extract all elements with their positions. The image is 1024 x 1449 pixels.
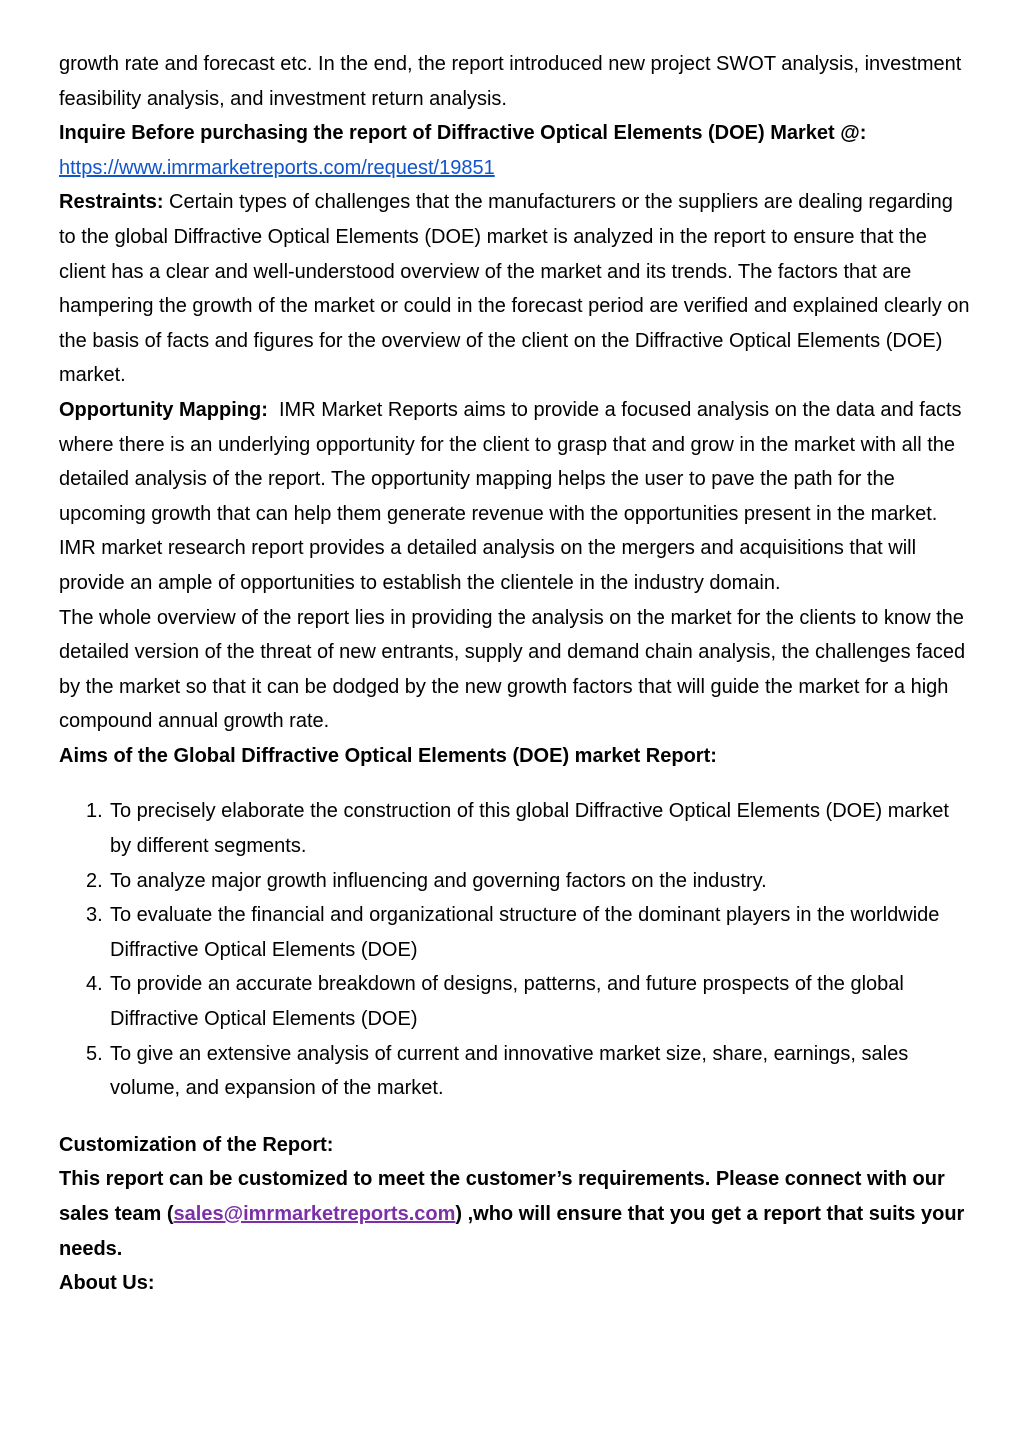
opportunity-text: IMR Market Reports aims to provide a focused analysis on the data and facts where there is an underlying opportunity for the client to grasp that and grow in the market with all the detailed analysis of the report. The opportunity mapping helps the user to pave the path for the upcoming growth that can help them generate revenue with the opportunities present in the market. IMR market research report provides a detailed analysis on the mergers and acquisitions that will provide an ample of opportunities to establish the clientele in the industry domain.: [59, 398, 968, 594]
intro-paragraph: growth rate and forecast etc. In the end, the report introduced new project SWOT analysis, investment feasibility analysis, and investment return analysis.: [59, 53, 962, 110]
customization-heading: Customization of the Report:: [59, 1133, 334, 1156]
aims-list-item: To precisely elaborate the construction of this global Diffractive Optical Elements (DOE) market by different segments.: [110, 800, 949, 858]
restraints-paragraph: [59, 185, 971, 393]
restraints-text: Certain types of challenges that the manufacturers or the suppliers are dealing regarding to the global Diffractive Optical Elements (DOE) market is analyzed in the report to ensure that the client has a clear and well-understood overview of the market and its trends. The factors that are hampering the growth of the market or could in the forecast period are verified and explained clearly on the basis of facts and figures for the overview of the client on the Diffractive Optical Elements (DOE) market.: [59, 191, 970, 387]
customization-text-after: ) ,who will ensure that you get a report that suits your needs.: [59, 1203, 965, 1260]
document-page: [59, 47, 971, 1301]
aims-list-item: To evaluate the financial and organizational structure of the dominant players in the worldwide Diffractive Optical Elements (DOE): [110, 904, 940, 961]
opportunity-paragraph: [59, 393, 971, 601]
aims-list-item: To analyze major growth influencing and governing factors on the industry.: [110, 869, 767, 892]
restraints-label: Restraints:: [59, 191, 164, 214]
sales-email-link[interactable]: sales@imrmarketreports.com: [173, 1203, 456, 1225]
customization-text-before: This report can be customized to meet the customer’s requirements. Please connect with our sales team (: [59, 1168, 945, 1225]
customization-paragraph: [59, 1162, 971, 1266]
opportunity-label: Opportunity Mapping:: [59, 398, 268, 421]
aims-list-item: To provide an accurate breakdown of designs, patterns, and future prospects of the global Diffractive Optical Elements (DOE): [110, 973, 904, 1031]
inquire-heading: Inquire Before purchasing the report of Diffractive Optical Elements (DOE) Market @:: [59, 122, 867, 145]
aims-list-item: To give an extensive analysis of current and innovative market size, share, earnings, sales volume, and expansion of the market.: [110, 1042, 909, 1100]
aims-list: [59, 794, 971, 1105]
request-link[interactable]: https://www.imrmarketreports.com/request/19851: [59, 156, 495, 179]
about-heading: About Us:: [59, 1272, 155, 1295]
inquire-link-line: [59, 151, 971, 186]
aims-heading: Aims of the Global Diffractive Optical Elements (DOE) market Report:: [59, 744, 717, 767]
overview-paragraph: The whole overview of the report lies in providing the analysis on the market for the clients to know the detailed version of the threat of new entrants, supply and demand chain analysis, the challenges faced by the market so that it can be dodged by the new growth factors that will guide the market for a high compound annual growth rate.: [59, 606, 966, 733]
